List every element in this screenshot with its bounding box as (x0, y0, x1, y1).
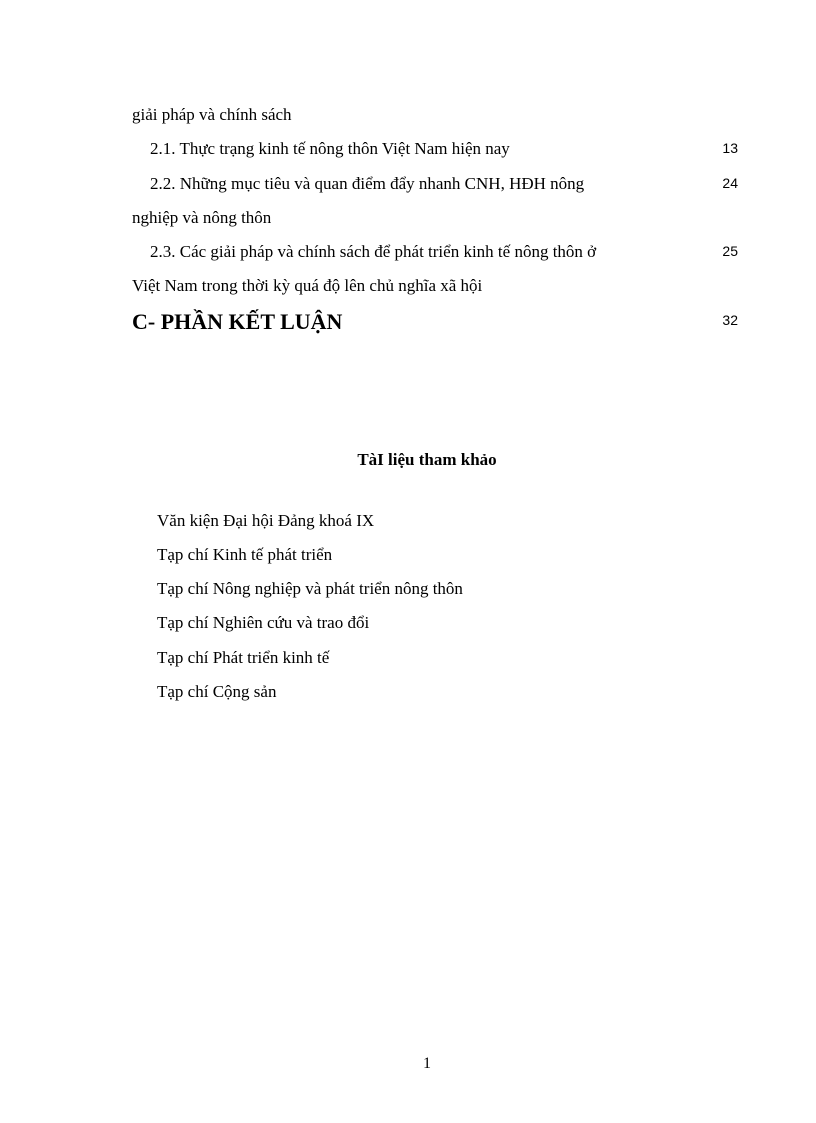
page-number: 1 (423, 1055, 431, 1072)
toc-section-heading: C- PHẦN KẾT LUẬN (132, 309, 343, 334)
reference-item: Tạp chí Nông nghiệp và phát triển nông thôn (157, 579, 463, 598)
toc-page-number: 13 (722, 140, 738, 156)
references-title: TàI liệu tham khảo (357, 450, 497, 469)
toc-line: 2.2. Những mục tiêu và quan điểm đẩy nhanh CNH, HĐH nông (150, 174, 585, 193)
toc-page-number: 32 (722, 312, 738, 328)
reference-item: Văn kiện Đại hội Đảng khoá IX (157, 511, 375, 530)
toc-page-number: 25 (722, 243, 738, 259)
toc-line: 2.3. Các giải pháp và chính sách để phát triển kinh tế nông thôn ở (150, 242, 597, 261)
reference-item: Tạp chí Kinh tế phát triển (157, 545, 333, 564)
toc-line: 2.1. Thực trạng kinh tế nông thôn Việt Nam hiện nay (150, 139, 510, 158)
toc-line: nghiệp và nông thôn (132, 208, 272, 227)
reference-item: Tạp chí Nghiên cứu và trao đổi (157, 613, 370, 632)
reference-item: Tạp chí Phát triển kinh tế (157, 648, 330, 667)
reference-item: Tạp chí Cộng sản (157, 682, 277, 701)
toc-line: giải pháp và chính sách (132, 105, 292, 124)
toc-line: Việt Nam trong thời kỳ quá độ lên chủ nghĩa xã hội (132, 276, 483, 295)
toc-page-number: 24 (722, 175, 738, 191)
